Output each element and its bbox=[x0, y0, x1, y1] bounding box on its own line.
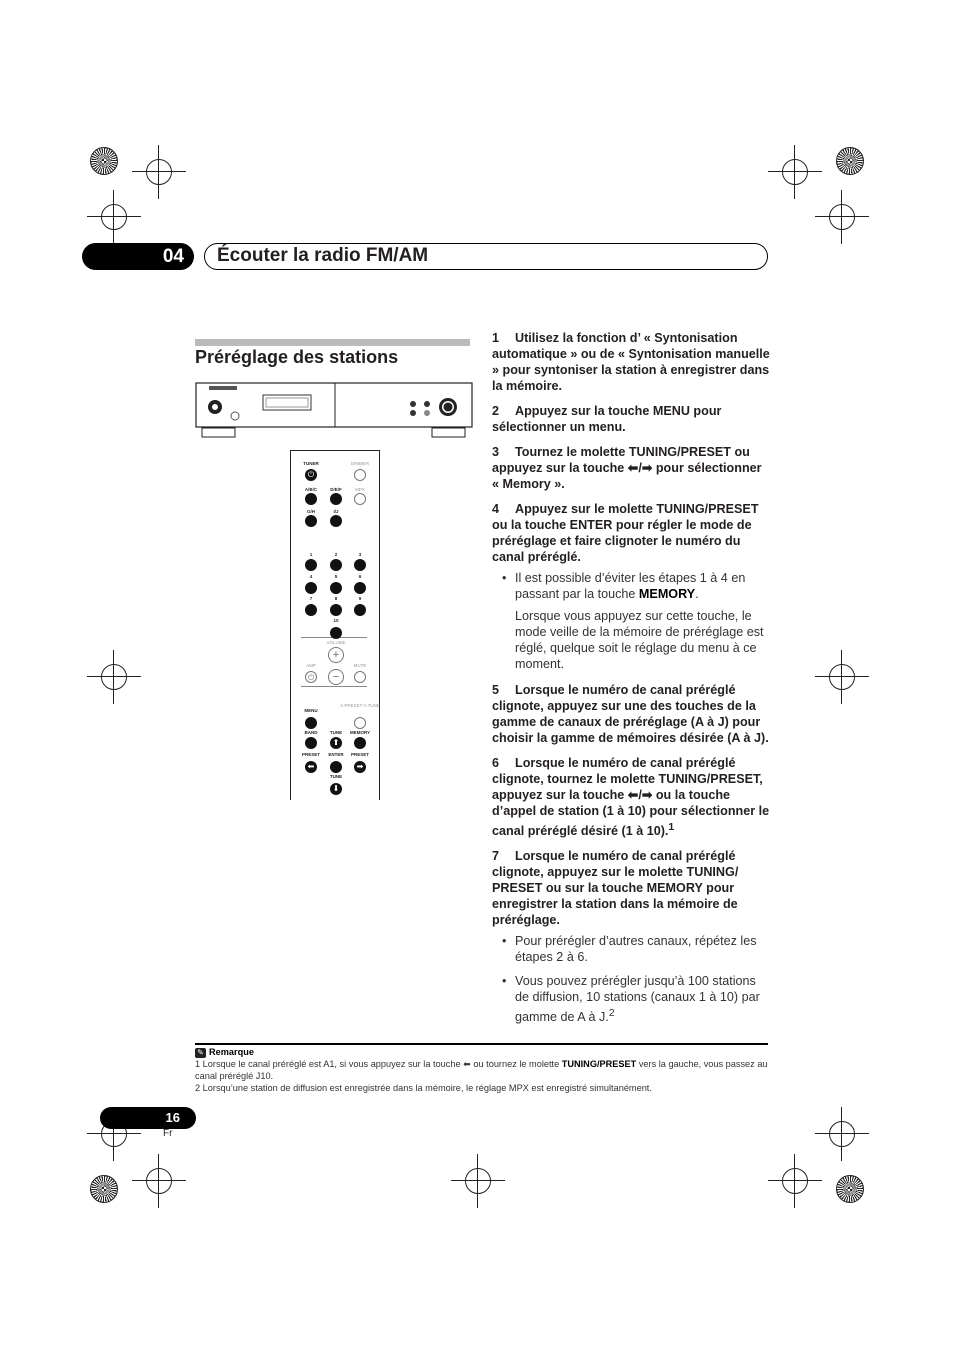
crosshair-mark bbox=[829, 204, 855, 230]
note-divider bbox=[195, 1043, 768, 1045]
remote-button bbox=[330, 627, 342, 639]
remote-label: ENTER bbox=[328, 752, 344, 757]
remote-button bbox=[305, 559, 317, 571]
remote-button: ⬅ bbox=[305, 761, 317, 773]
remote-label: VOLUME bbox=[326, 640, 346, 645]
remote-label: PRESET bbox=[301, 752, 321, 757]
remote-label: 8 bbox=[334, 596, 338, 601]
remote-label: I/J bbox=[333, 509, 339, 514]
remote-label: MUTE bbox=[353, 663, 367, 668]
remote-button bbox=[354, 469, 366, 481]
step-7-bullet: • Pour prérégler d’autres canaux, répétez les étapes 2 à 6. bbox=[502, 934, 757, 965]
remote-button: ⬇ bbox=[330, 783, 342, 795]
remote-button: ⏻ bbox=[305, 671, 317, 683]
language-code: Fr bbox=[163, 1128, 173, 1139]
section-title: Préréglage des stations bbox=[195, 347, 399, 367]
chapter-number: 04 bbox=[82, 243, 194, 270]
remote-button bbox=[305, 515, 317, 527]
crosshair-mark bbox=[465, 1168, 491, 1194]
registration-star-mark bbox=[90, 147, 118, 175]
crosshair-mark bbox=[782, 159, 808, 185]
remote-label: BAND bbox=[304, 730, 318, 735]
remote-label: 4 bbox=[309, 574, 313, 579]
crosshair-mark bbox=[101, 664, 127, 690]
remote-label: 10 bbox=[333, 618, 339, 623]
footnote-2: 2 Lorsqu’une station de diffusion est enregistrée dans la mémoire, le réglage MPX est enregistré simultanément. bbox=[195, 1083, 652, 1093]
tuner-front-panel-illustration bbox=[195, 380, 475, 440]
remote-label: 9 bbox=[358, 596, 362, 601]
remote-label: A/B/C bbox=[304, 487, 318, 492]
remote-label: 6 bbox=[358, 574, 362, 579]
registration-star-mark bbox=[90, 1175, 118, 1203]
remote-button: ⏻ bbox=[305, 469, 317, 481]
remote-label: TUNER bbox=[303, 461, 319, 466]
remote-label: A.PRESET A.TUNE bbox=[340, 703, 380, 708]
remote-button bbox=[330, 493, 342, 505]
step-4: 4 Appuyez sur le molette TUNING/PRESET ou la touche ENTER pour régler le mode de préréglage et faire clignoter le numéro du canal préréglé. bbox=[492, 502, 759, 564]
remote-label: 7 bbox=[309, 596, 313, 601]
step-4-paragraph: Lorsque vous appuyez sur cette touche, le mode veille de la mémoire de préréglage est réglé, quelque soit le réglage du menu à ce moment. bbox=[515, 609, 764, 671]
remote-label: AMP bbox=[306, 663, 316, 668]
remote-button bbox=[354, 559, 366, 571]
remote-button bbox=[354, 717, 366, 729]
note-title: Remarque bbox=[209, 1047, 254, 1057]
remote-button bbox=[330, 761, 342, 773]
step-2: 2 Appuyez sur la touche MENU pour sélectionner un menu. bbox=[492, 404, 722, 434]
remote-button bbox=[305, 737, 317, 749]
remote-button: ⬆ bbox=[330, 737, 342, 749]
remote-label: TUNE bbox=[329, 730, 343, 735]
crosshair-mark bbox=[782, 1168, 808, 1194]
remote-button bbox=[330, 515, 342, 527]
remote-button bbox=[305, 604, 317, 616]
step-3: 3 Tournez le molette TUNING/PRESET ou appuyez sur la touche ⬅/➡ pour sélectionner « Memory ». bbox=[492, 445, 762, 491]
registration-star-mark bbox=[836, 147, 864, 175]
section-bar bbox=[195, 339, 470, 346]
remote-button bbox=[305, 582, 317, 594]
remote-label: 3 bbox=[358, 552, 362, 557]
remote-label: 5 bbox=[334, 574, 338, 579]
remote-button bbox=[354, 671, 366, 683]
step-5: 5 Lorsque le numéro de canal préréglé clignote, appuyez sur une des touches de la gamme de canaux de préréglage (A à J) pour choisir la gamme de mémoires désirée (A à J). bbox=[492, 683, 769, 745]
remote-label: TUNE bbox=[329, 774, 343, 779]
remote-label: MPX bbox=[355, 487, 365, 492]
remote-button bbox=[305, 717, 317, 729]
page-number: 16 bbox=[100, 1107, 196, 1129]
step-6: 6 Lorsque le numéro de canal préréglé clignote, tournez le molette TUNING/PRESET, appuyez sur la touche ⬅/➡ ou la touche d’appel de station (1 à 10) pour sélectionner le canal préréglé désiré (1 à 10).$^1$ bbox=[492, 756, 770, 839]
chapter-title: Écouter la radio FM/AM bbox=[204, 243, 768, 270]
remote-button bbox=[330, 582, 342, 594]
volume-down-icon: − bbox=[328, 669, 344, 685]
remote-button bbox=[354, 582, 366, 594]
footnote-1: 1 Lorsque le canal préréglé est A1, si vous appuyez sur la touche ⬅ ou tournez le molette TUNING/PRESET vers la gauche, vous passez au canal préréglé J10. bbox=[195, 1059, 768, 1081]
crosshair-mark bbox=[829, 664, 855, 690]
crosshair-mark bbox=[829, 1121, 855, 1147]
remote-label: PRESET bbox=[350, 752, 370, 757]
remote-button bbox=[354, 493, 366, 505]
remote-button bbox=[305, 493, 317, 505]
remote-button bbox=[354, 604, 366, 616]
step-7: 7 Lorsque le numéro de canal préréglé clignote, appuyez sur le molette TUNING/ PRESET ou sur la touche MEMORY pour enregistrer la station dans la mémoire de préréglage. bbox=[492, 849, 739, 928]
remote-button bbox=[354, 737, 366, 749]
crosshair-mark bbox=[101, 204, 127, 230]
remote-button bbox=[330, 559, 342, 571]
remote-label: D/E/F bbox=[330, 487, 342, 492]
remote-label: 1 bbox=[309, 552, 313, 557]
crosshair-mark bbox=[146, 1168, 172, 1194]
remote-button bbox=[330, 604, 342, 616]
remote-label: G/H bbox=[306, 509, 316, 514]
step-7-bullet: • Vous pouvez prérégler jusqu’à 100 stations de diffusion, 10 stations (canaux 1 à 10) par gamme de A à J.$^2$ bbox=[502, 974, 760, 1025]
step-4-bullet: • Il est possible d’éviter les étapes 1 à 4 en passant par la touche MEMORY. bbox=[502, 571, 746, 601]
remote-control-illustration bbox=[290, 450, 380, 800]
step-1: 1 Utilisez la fonction d’ « Syntonisation automatique » ou de « Syntonisation manuelle » pour syntoniser la station à enregistrer dans la mémoire. bbox=[492, 331, 770, 393]
remote-label: MEMORY bbox=[349, 730, 371, 735]
instructions-column bbox=[492, 330, 770, 1033]
crosshair-mark bbox=[146, 159, 172, 185]
volume-up-icon: + bbox=[328, 647, 344, 663]
note-block bbox=[195, 1046, 770, 1094]
pencil-icon: ✎ bbox=[195, 1048, 206, 1058]
registration-star-mark bbox=[836, 1175, 864, 1203]
remote-label: MENU bbox=[304, 708, 318, 713]
remote-label: 2 bbox=[334, 552, 338, 557]
remote-label: DIMMER bbox=[350, 461, 370, 466]
remote-button: ➡ bbox=[354, 761, 366, 773]
